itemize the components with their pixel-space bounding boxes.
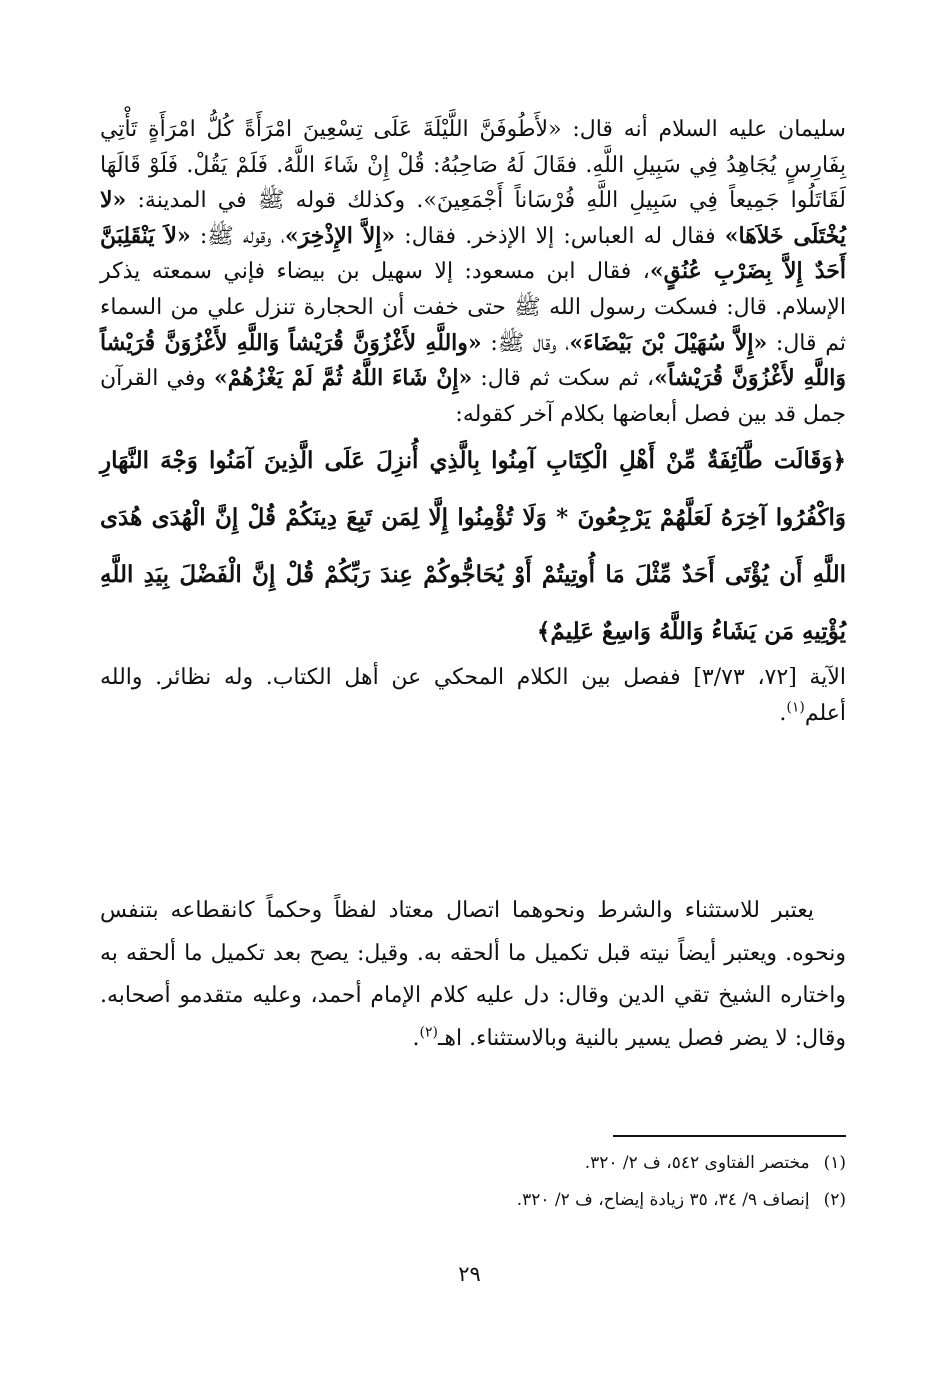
quran-verse: ﴿وَقَالَت طَّآئِفَةٌ مِّنْ أَهْلِ الْكِتَابِ آمِنُوا بِالَّذِي أُنزِلَ عَلَى الَّذِينَ آمَنُوا وَجْهَ النَّهَارِ وَاكْفُرُوا آخِرَهُ لَعَلَّهُمْ يَرْجِعُونَ * وَلَا تُؤْمِنُوا إِلَّا لِمَن تَبِعَ دِينَكُمْ قُلْ إِنَّ الْهُدَى هُدَى اللَّهِ أَن يُؤْتَى أَحَدٌ مِّثْلَ مَا أُوتِيتُمْ أَوْ يُحَاجُّوكُمْ عِندَ رَبِّكُمْ قُلْ إِنَّ الْفَضْلَ بِيَدِ اللَّهِ يُؤْتِيهِ مَن يَشَاءُ وَاللَّهُ وَاسِعٌ عَلِيمٌ﴾ [100,447,846,646]
text-run: سليمان عليه السلام أنه قال: «لأَطُوفَنَّ اللَّيْلَةَ عَلَى تِسْعِينَ امْرَأَةً كُلُّ امْرَأَةٍ تَأْتِي بِفَارِسٍ يُجَاهِدُ فِي سَبِيلِ اللَّهِ. فقَالَ لَهُ صَاحِبُهُ: قُلْ إِنْ شَاءَ اللَّهُ. فَلَمْ يَقُلْ. فَلَوْ قَالَهَا لَقَاتَلُوا جَمِيعاً فِي سَبِيلِ اللَّهِ فُرْسَاناً أَجْمَعِينَ». وكذلك قوله ﷺ في المدينة: [100,117,846,214]
footnote-divider [613,1135,846,1137]
hadith-quote: «واللَّهِ لأَغْزُوَنَّ قُرَيْشاً وَاللَّهِ لأَغْزُوَنَّ قُرَيْشاً وَاللَّهِ لأَغْزُوَنَّ قُرَيْشاً» [100,329,846,392]
text-run: ، وقوله ﷺ: [190,223,285,249]
text-run: . [779,700,787,726]
text-run: ، فقال ابن مسعود: إلا سهيل بن بيضاء فإني سمعته يذكر الإسلام. قال: فسكت رسول الله ﷺ حتى خفت أن الحجارة تنزل علي من السماء ثم قال: [100,259,846,356]
main-paragraph [100,112,846,732]
footnote-text: مختصر الفتاوى ٥٤٢، ف ٢/ ٣٢٠. [584,1153,810,1173]
second-paragraph [100,890,846,1060]
text-run: يعتبر للاستثناء والشرط ونحوهما اتصال معتاد لفظاً وحكماً كانقطاعه بتنفس ونحوه. ويعتبر أيضاً نيته قبل تكميل ما ألحقه به. وقيل: يصح بعد تكميل ما ألحقه به واختاره الشيخ تقي الدين وقال: دل عليه كلام الإمام أحمد، وعليه متقدمو أصحابه. وقال: لا يضر فصل يسير بالنية وبالاستثناء. اهـ [100,898,846,1051]
text-run: وفي القرآن جمل قد بين فصل أبعاضها بكلام آخر كقوله: [100,366,846,427]
footnote-2 [100,1188,846,1212]
footnote-1 [100,1151,846,1175]
text-run: ، ثم سكت ثم قال: [472,366,655,392]
hadith-quote: «إِلاَّ سُهَيْلَ بْنَ بَيْضَاءَ» [569,329,768,356]
page-number: ٢٩ [458,1262,481,1286]
footnote-ref-1[interactable]: (١) [786,699,805,716]
text-run: . [412,1025,420,1051]
text-run: فقال له العباس: إلا الإذخر. فقال: [395,223,725,249]
footnote-ref-2[interactable]: (٢) [419,1024,438,1041]
hadith-quote: «لاَ يَنْقَلِبَنَّ أَحَدٌ إِلاَّ بِضَرْبِ عُنُقٍ» [100,222,847,285]
text-run: ، وقال ﷺ: [481,330,570,356]
hadith-quote: «إِلاَّ الإِذْخِرَ» [284,222,396,249]
hadith-quote: «إِنْ شَاءَ اللَّهُ ثُمَّ لَمْ يَغْزُهُمْ» [214,365,473,392]
footnote-text: إنصاف ٩/ ٣٤، ٣٥ زيادة إيضاح، ف ٢/ ٣٢٠. [516,1190,810,1210]
footnote-number: (٢) [823,1190,846,1210]
text-run: الآية [٧٢، ٣/٧٣] ففصل بين الكلام المحكي عن أهل الكتاب. وله نظائر. والله أعلم [100,665,846,726]
hadith-quote: «لا يُخْتَلَى خَلاَهَا» [100,187,847,249]
footnote-number: (١) [823,1153,846,1173]
